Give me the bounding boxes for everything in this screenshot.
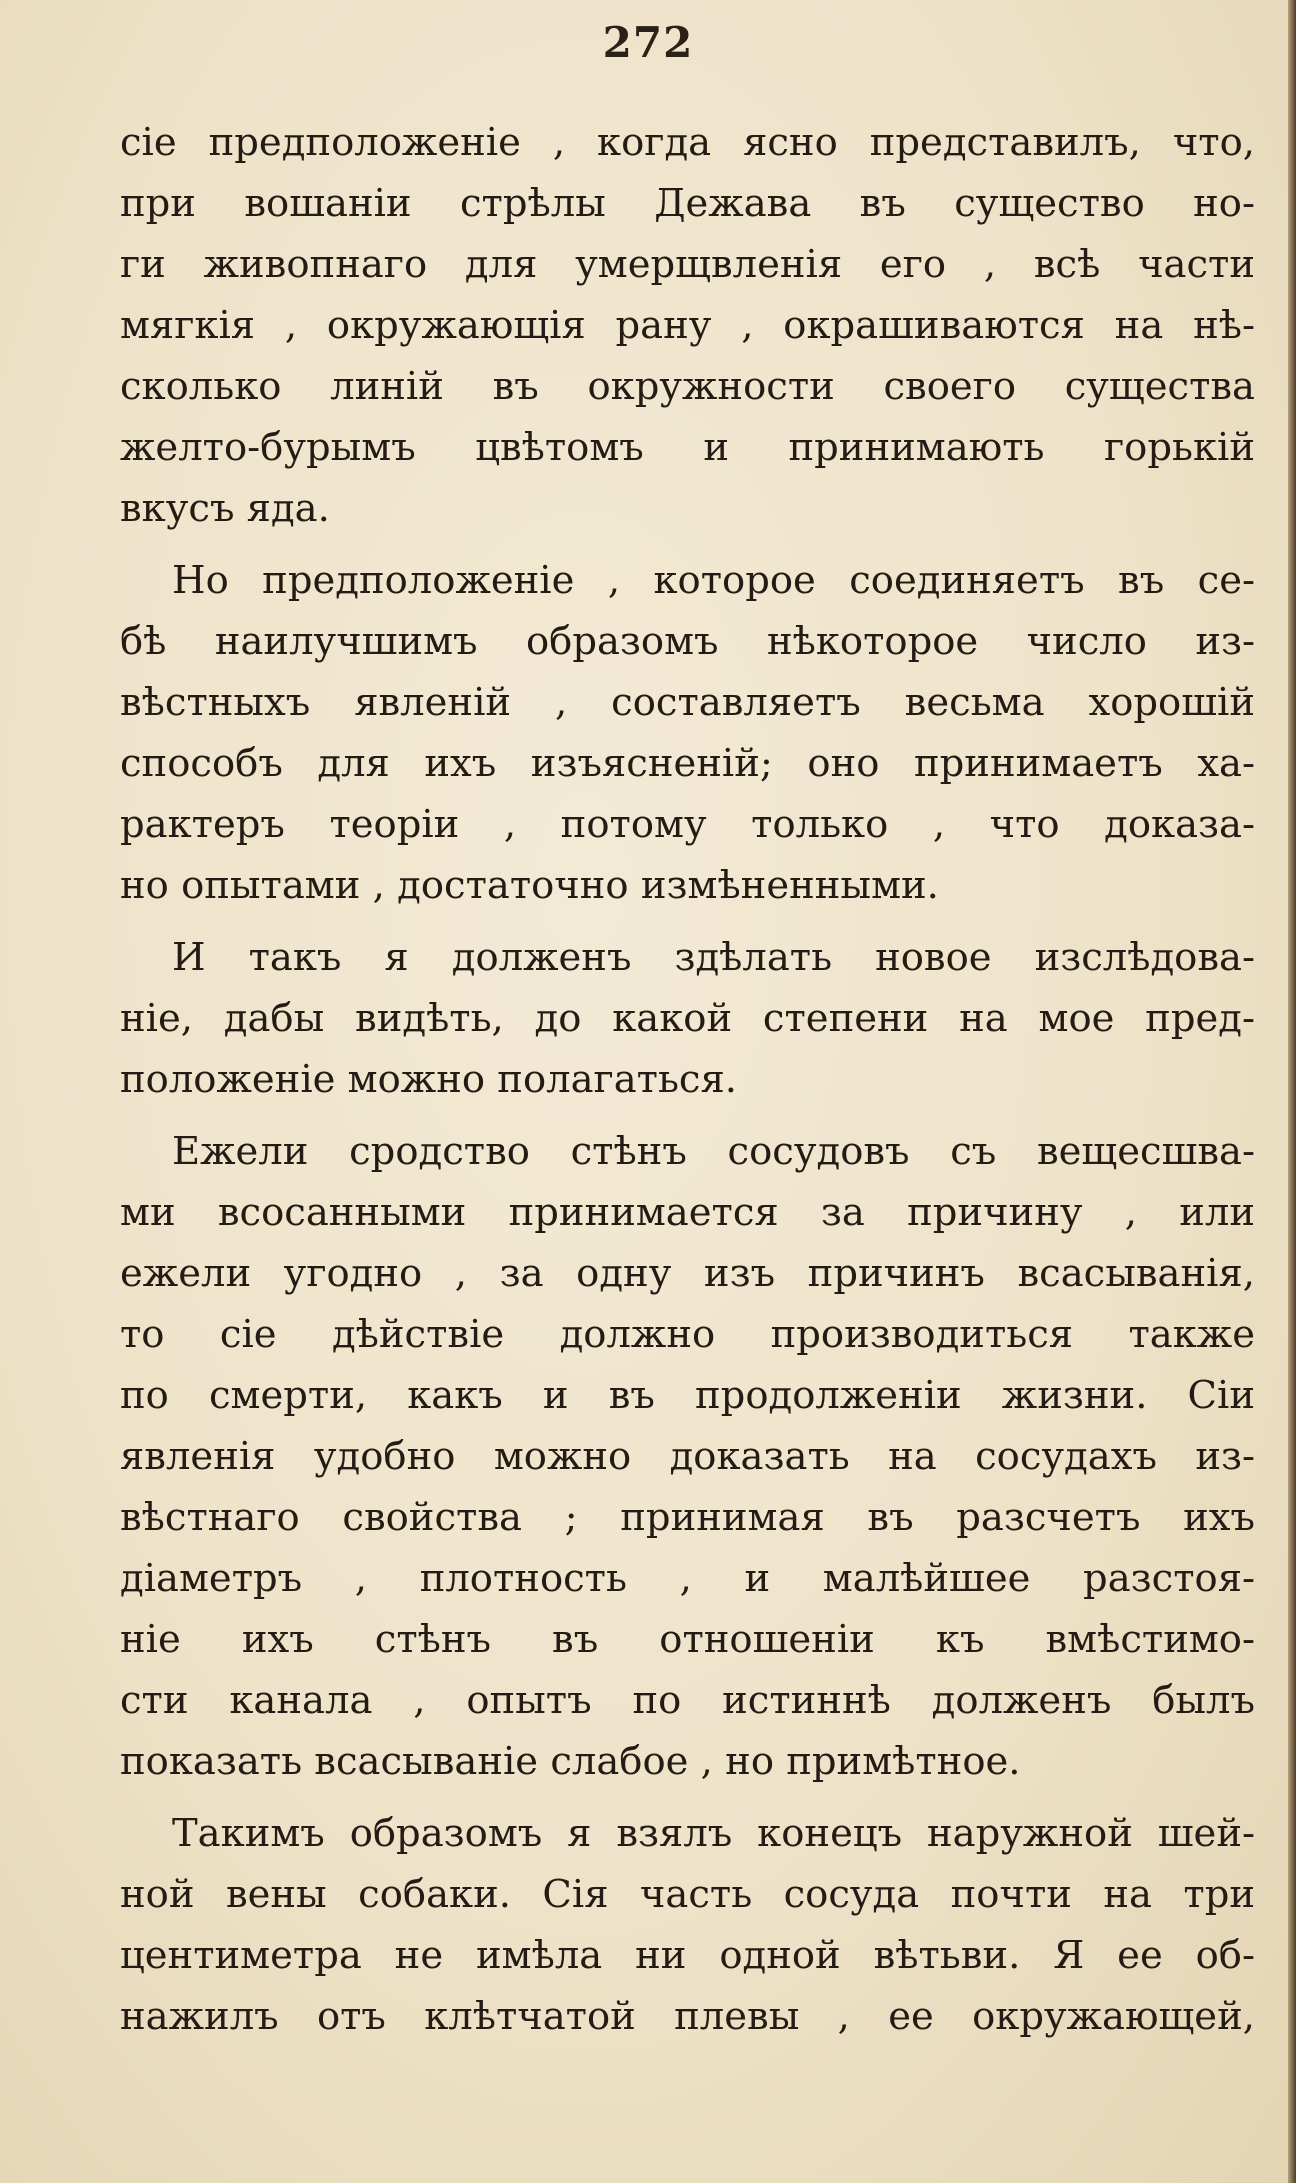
text-line: положеніе можно полагаться.	[120, 1057, 738, 1102]
text-line: вкусъ яда.	[120, 486, 330, 531]
paragraph	[120, 112, 1255, 539]
body-text	[120, 112, 1255, 2058]
text-line: рактеръ теоріи , потому только , что доказа-	[120, 802, 1255, 847]
text-line: показать всасываніе слабое , но примѣтное.	[120, 1739, 1021, 1784]
text-line: Ежели сродство стѣнъ сосудовъ съ вещесшва-	[172, 1129, 1255, 1174]
text-line: то сіе дѣйствіе должно производиться также	[120, 1312, 1255, 1357]
text-line: ми всосанными принимается за причину , или	[120, 1190, 1255, 1235]
text-line: при вошаніи стрѣлы Дежава въ существо но-	[120, 181, 1255, 226]
text-line: желто-бурымъ цвѣтомъ и принимають горькій	[120, 425, 1255, 470]
text-line: сіе предположеніе , когда ясно представилъ, что,	[120, 120, 1255, 165]
text-line: сти канала , опытъ по истиннѣ долженъ былъ	[120, 1678, 1255, 1723]
text-line: ніе ихъ стѣнъ въ отношеніи къ вмѣстимо-	[120, 1617, 1255, 1662]
text-line: способъ для ихъ изъясненій; оно принимаетъ ха-	[120, 741, 1255, 786]
text-line: по смерти, какъ и въ продолженіи жизни. Сіи	[120, 1373, 1255, 1418]
paragraph	[120, 1121, 1255, 1792]
text-line: ной вены собаки. Сія часть сосуда почти на три	[120, 1872, 1255, 1917]
text-line: центиметра не имѣла ни одной вѣтьви. Я ее об-	[120, 1933, 1255, 1978]
text-line: вѣстнаго свойства ; принимая въ разсчетъ ихъ	[120, 1495, 1255, 1540]
text-line: ги живопнаго для умерщвленія его , всѣ части	[120, 242, 1255, 287]
paragraph	[120, 927, 1255, 1110]
paragraph	[120, 550, 1255, 916]
text-line: Но предположеніе , которое соединяетъ въ се-	[172, 558, 1255, 603]
text-line: нажилъ отъ клѣтчатой плевы , ее окружающей,	[120, 1994, 1255, 2039]
text-line: діаметръ , плотность , и малѣйшее разстоя-	[120, 1556, 1255, 1601]
text-line: ежели угодно , за одну изъ причинъ всасыванія,	[120, 1251, 1255, 1296]
text-line: И такъ я долженъ здѣлать новое изслѣдова-	[172, 935, 1255, 980]
page-number: 272	[602, 18, 694, 67]
text-line: мягкія , окружающія рану , окрашиваются на нѣ-	[120, 303, 1255, 348]
text-line: сколько линій въ окружности своего существа	[120, 364, 1255, 409]
text-line: Такимъ образомъ я взялъ конецъ наружной шей-	[172, 1811, 1255, 1856]
text-line: ніе, дабы видѣть, до какой степени на мое пред-	[120, 996, 1255, 1041]
paragraph	[120, 1803, 1255, 2047]
text-line: но опытами , достаточно измѣненными.	[120, 863, 939, 908]
text-line: бѣ наилучшимъ образомъ нѣкоторое число из-	[120, 619, 1255, 664]
text-line: вѣстныхъ явленій , составляетъ весьма хорошій	[120, 680, 1255, 725]
text-line: явленія удобно можно доказать на сосудахъ из-	[120, 1434, 1255, 1479]
page-edge	[1288, 0, 1296, 2183]
